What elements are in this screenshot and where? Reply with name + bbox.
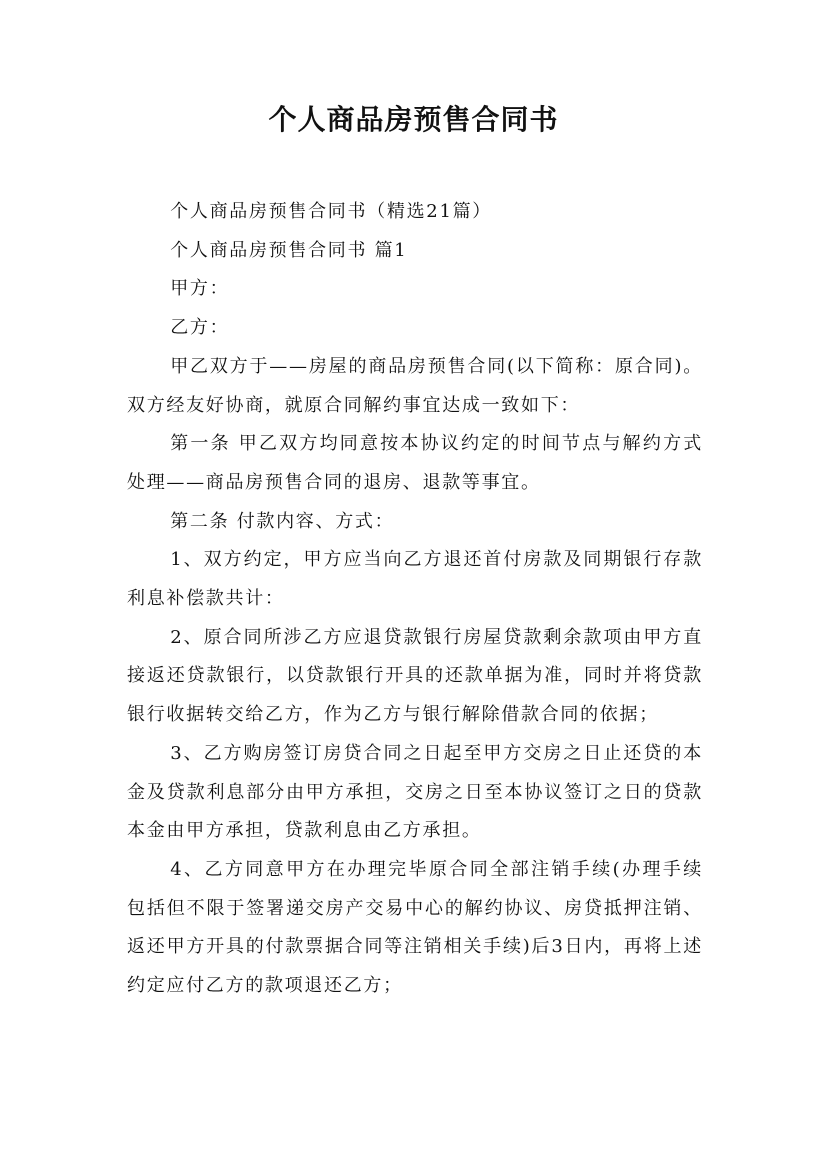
- paragraph-item-3: 3、乙方购房签订房贷合同之日起至甲方交房之日止还贷的本金及贷款利息部分由甲方承担，交房之日至本协议签订之日的贷款本金由甲方承担，贷款利息由乙方承担。: [127, 742, 703, 842]
- paragraph-item-2: 2、原合同所涉乙方应退贷款银行房屋贷款剩余款项由甲方直接返还贷款银行，以贷款银行开具的还款单据为准，同时并将贷款银行收据转交给乙方，作为乙方与银行解除借款合同的依据；: [127, 626, 703, 726]
- document-title: 个人商品房预售合同书: [268, 103, 559, 136]
- paragraph-collection-title: 个人商品房预售合同书（精选21篇）: [170, 201, 492, 222]
- paragraph-item-4: 4、乙方同意甲方在办理完毕原合同全部注销手续(办理手续包括但不限于签署递交房产交易中心的解约协议、房贷抵押注销、返还甲方开具的付款票据合同等注销相关手续)后3日内，再将上述约定应付乙方的款项退还乙方；: [127, 858, 703, 997]
- paragraph-item-1: 1、双方约定，甲方应当向乙方退还首付房款及同期银行存款利息补偿款共计：: [127, 549, 703, 610]
- paragraph-party-b: 乙方：: [170, 317, 230, 339]
- document-body: [127, 193, 703, 1006]
- paragraph-article-heading: 个人商品房预售合同书 篇1: [170, 239, 408, 261]
- paragraph-party-a: 甲方：: [170, 278, 230, 300]
- paragraph-clause-2-heading: 第二条 付款内容、方式：: [170, 510, 395, 532]
- paragraph-preamble: 甲乙双方于——房屋的商品房预售合同(以下简称：原合同)。双方经友好协商，就原合同解约事宜达成一致如下：: [127, 355, 703, 416]
- paragraph-clause-1: 第一条 甲乙双方均同意按本协议约定的时间节点与解约方式处理——商品房预售合同的退房、退款等事宜。: [127, 433, 703, 493]
